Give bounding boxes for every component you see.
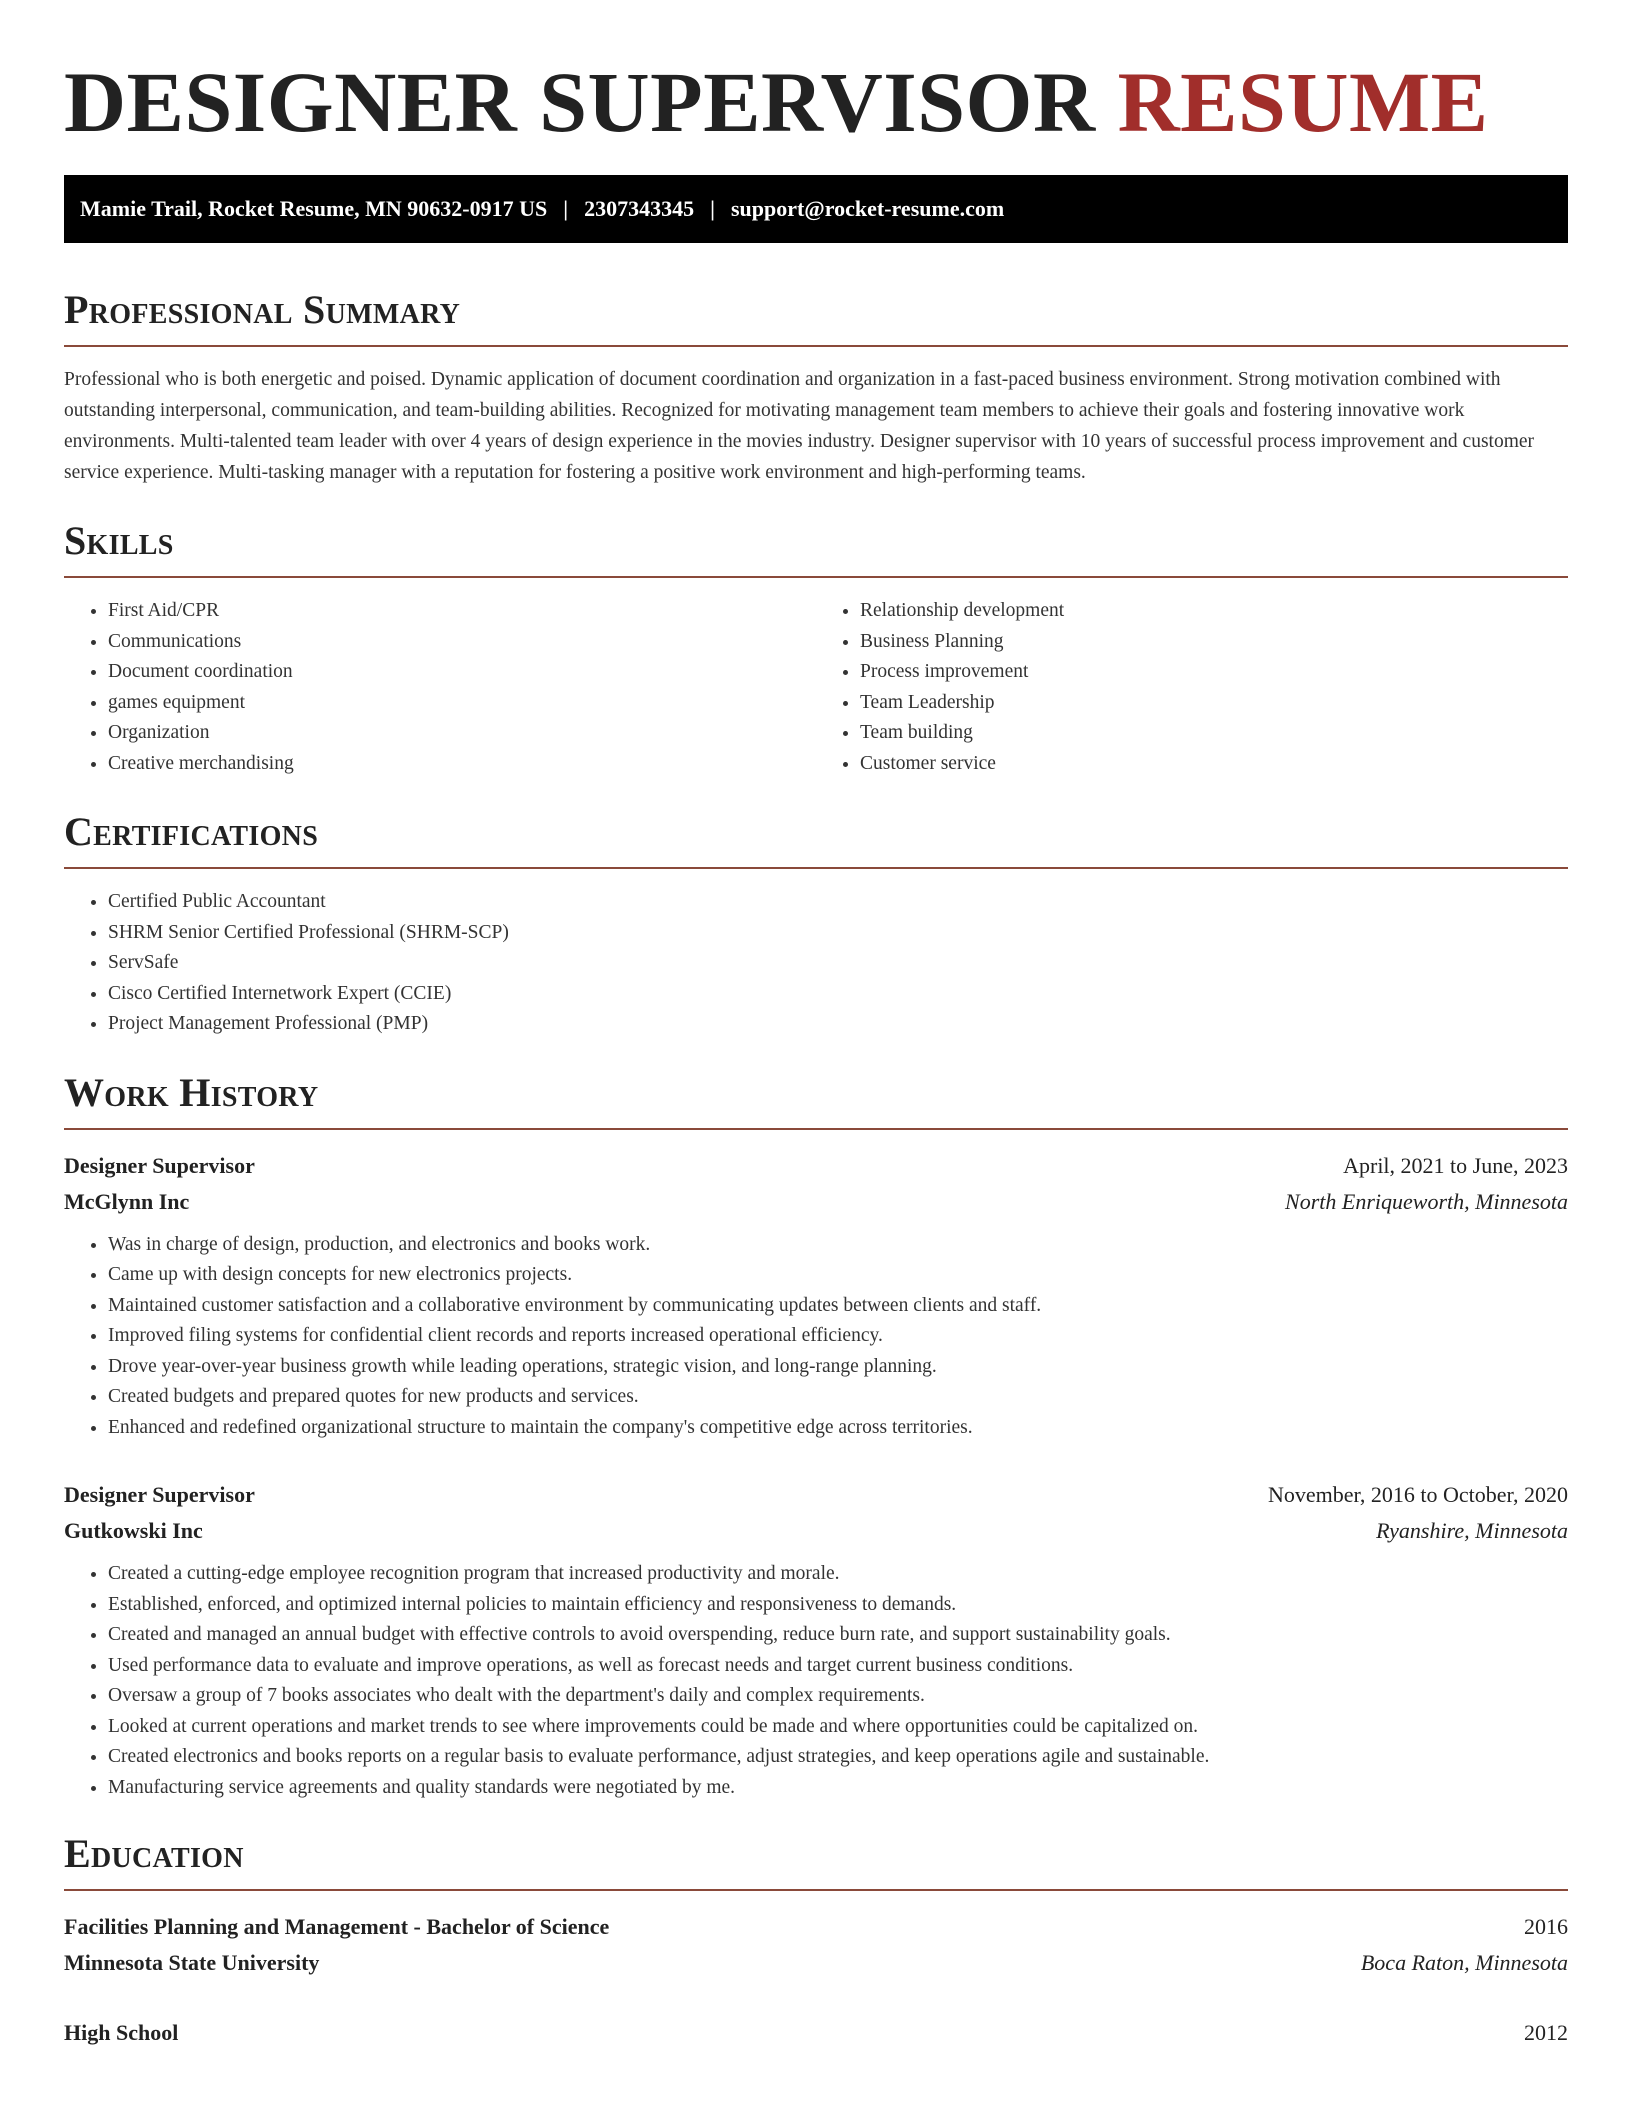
job-bullet: • Was in charge of design, production, and electronics and books work. — [108, 1230, 1568, 1261]
education-school: Minnesota State University — [64, 1950, 320, 1975]
education-school-row — [64, 1945, 1568, 1981]
job-bullet: • Created budgets and prepared quotes for new products and services. — [108, 1382, 1568, 1413]
job-bullet: • Manufacturing service agreements and quality standards were negotiated by me. — [108, 1773, 1568, 1804]
skill-item: • Organization — [108, 718, 816, 749]
education-section — [64, 1831, 1568, 2051]
contact-separator: | — [563, 196, 569, 221]
job-location: North Enriqueworth, Minnesota — [1285, 1188, 1568, 1214]
skill-item: • Relationship development — [860, 596, 1568, 627]
resume-title — [64, 52, 1568, 152]
job-bullet: • Drove year-over-year business growth while leading operations, strategic vision, and long-range planning. — [108, 1352, 1568, 1383]
certification-item: • SHRM Senior Certified Professional (SHRM-SCP) — [108, 918, 1568, 949]
skill-item: • Business Planning — [860, 627, 1568, 658]
job-company: McGlynn Inc — [64, 1188, 190, 1214]
job-dates: April, 2021 to June, 2023 — [1343, 1152, 1568, 1178]
education-year: 2012 — [1524, 2020, 1568, 2045]
certifications-list — [64, 887, 1568, 1040]
education-degree: High School — [64, 2020, 179, 2045]
job-bullet: • Used performance data to evaluate and improve operations, as well as forecast needs and target current business conditions. — [108, 1651, 1568, 1682]
title-accent: RESUME — [1117, 54, 1489, 150]
skill-item: • Team building — [860, 718, 1568, 749]
summary-text: Professional who is both energetic and poised. Dynamic application of document coordination and organization in a fast-paced business environment. Strong motivation combined with outstanding interpersonal, communication, and team-building abilities. Recognized for motivating management team members to achieve their goals and fostering innovative work environments. Multi-talented team leader with over 4 years of design experience in the movies industry. Designer supervisor with 10 years of successful process improvement and customer service experience. Multi-tasking manager with a reputation for fostering a positive work environment and high-performing teams. — [64, 369, 1535, 483]
job-bullet: • Came up with design concepts for new electronics projects. — [108, 1260, 1568, 1291]
job-bullet: • Oversaw a group of 7 books associates who dealt with the department's daily and complex requirements. — [108, 1681, 1568, 1712]
job-bullets — [64, 1559, 1568, 1803]
job-bullet: • Looked at current operations and market trends to see where improvements could be made and where opportunities could be capitalized on. — [108, 1712, 1568, 1743]
contact-address: Mamie Trail, Rocket Resume, MN 90632-0917 US — [80, 196, 548, 221]
education-heading: Education — [64, 1831, 1568, 1891]
job-entry — [64, 1148, 1568, 1444]
skills-grid — [64, 596, 1568, 779]
job-title-row — [64, 1477, 1568, 1513]
job-bullet: • Improved filing systems for confidential client records and reports increased operational efficiency. — [108, 1321, 1568, 1352]
job-title-row — [64, 1148, 1568, 1184]
job-title: Designer Supervisor — [64, 1152, 255, 1178]
job-bullet: • Created a cutting-edge employee recognition program that increased productivity and morale. — [108, 1559, 1568, 1590]
job-bullet: • Created and managed an annual budget with effective controls to avoid overspending, reduce burn rate, and support sustainability goals. — [108, 1620, 1568, 1651]
skills-section — [64, 518, 1568, 779]
education-year: 2016 — [1524, 1914, 1568, 1939]
job-company: Gutkowski Inc — [64, 1518, 203, 1543]
job-bullet: • Maintained customer satisfaction and a collaborative environment by communicating updates between clients and staff. — [108, 1291, 1568, 1322]
title-main: DESIGNER SUPERVISOR — [64, 54, 1096, 150]
contact-email: support@rocket-resume.com — [730, 196, 1005, 221]
job-entry — [64, 1477, 1568, 1803]
job-bullets — [64, 1230, 1568, 1444]
skill-item: • Document coordination — [108, 657, 816, 688]
education-degree-row — [64, 2015, 1568, 2051]
education-entry — [64, 1909, 1568, 1981]
certification-item: • Project Management Professional (PMP) — [108, 1009, 1568, 1040]
certifications-heading: Certifications — [64, 809, 1568, 869]
job-bullet: • Established, enforced, and optimized internal policies to maintain efficiency and responsiveness to demands. — [108, 1590, 1568, 1621]
work-history-section — [64, 1070, 1568, 1804]
summary-section — [64, 287, 1568, 488]
job-company-row — [64, 1184, 1568, 1220]
skills-list-right — [816, 596, 1568, 779]
skill-item: • Communications — [108, 627, 816, 658]
certification-item: • ServSafe — [108, 948, 1568, 979]
skills-list-left — [64, 596, 816, 779]
certification-item: • Cisco Certified Internetwork Expert (CCIE) — [108, 979, 1568, 1010]
certifications-section — [64, 809, 1568, 1040]
skill-item: • Creative merchandising — [108, 749, 816, 780]
job-bullet: • Created electronics and books reports on a regular basis to evaluate performance, adjust strategies, and keep operations agile and sustainable. — [108, 1742, 1568, 1773]
skill-item: • Customer service — [860, 749, 1568, 780]
contact-separator: | — [710, 196, 715, 221]
contact-bar — [64, 175, 1568, 243]
education-location: Boca Raton, Minnesota — [1360, 1950, 1568, 1975]
job-title: Designer Supervisor — [64, 1482, 255, 1507]
education-degree-row — [64, 1909, 1568, 1945]
job-company-row — [64, 1513, 1568, 1549]
skill-item: • First Aid/CPR — [108, 596, 816, 627]
summary-heading: Professional Summary — [64, 287, 1568, 347]
work-history-heading: Work History — [64, 1070, 1568, 1130]
skills-heading: Skills — [64, 518, 1568, 578]
job-location: Ryanshire, Minnesota — [1376, 1518, 1568, 1543]
job-dates: November, 2016 to October, 2020 — [1267, 1482, 1568, 1507]
certification-item: • Certified Public Accountant — [108, 887, 1568, 918]
job-bullet: • Enhanced and redefined organizational structure to maintain the company's competitive edge across territories. — [108, 1413, 1568, 1444]
skill-item: • Team Leadership — [860, 688, 1568, 719]
skill-item: • Process improvement — [860, 657, 1568, 688]
education-entry — [64, 2015, 1568, 2051]
contact-phone: 2307343345 — [584, 196, 695, 221]
skill-item: • games equipment — [108, 688, 816, 719]
education-degree: Facilities Planning and Management - Bachelor of Science — [64, 1914, 610, 1939]
